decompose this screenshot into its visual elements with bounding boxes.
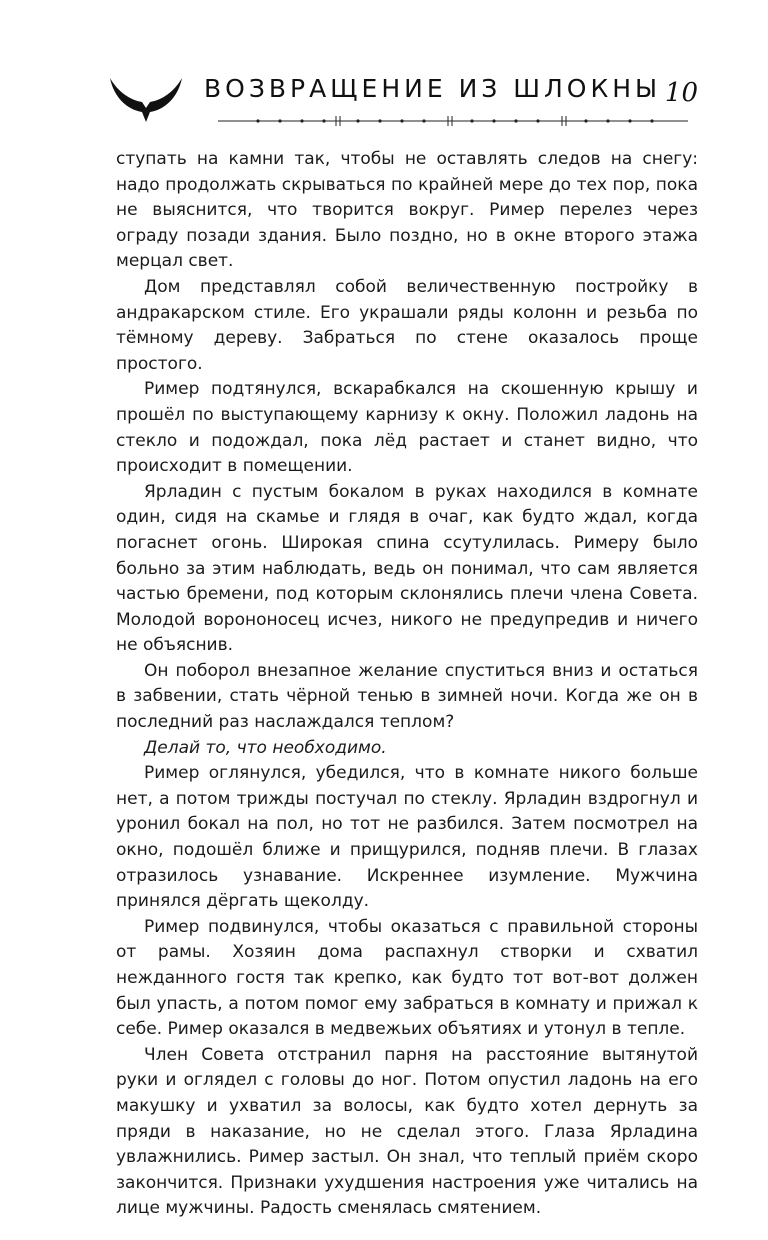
wings-emblem-icon: [108, 76, 184, 124]
paragraph-5: Он поборол внезапное желание спуститься вниз и остаться в забвении, стать чёрной тенью в зимней ночи. Когда же он в последний раз наслаждался теплом?: [116, 660, 698, 733]
paragraph-2: Дом представлял собой величественную постройку в андракарском стиле. Его украшали ряды колонн и резьба по тёмному дереву. Забраться по стене оказалось проще простого.: [116, 276, 698, 374]
running-title: ВОЗВРАЩЕНИЕ ИЗ ШЛОКНЫ: [204, 74, 662, 103]
paragraph-8: Ример подвинулся, чтобы оказаться с правильной стороны от рамы. Хозяин дома распахнул створки и схватил нежданного гостя так крепко, как будто тот вот-вот должен был упасть, а потом помог ему забраться в комнату и прижал к себе. Ример оказался в медвежьих объятиях и утонул в тепле.: [116, 916, 698, 1040]
paragraph-9: Член Совета отстранил парня на расстояние вытянутой руки и оглядел с головы до ног. Потом опустил ладонь на его макушку и ухватил за волосы, как будто хотел дернуть за пряди в наказание, но не сделал этого. Глаза Ярладина увлажнились. Ример застыл. Он знал, что теплый приём скоро закончится. Признаки ухудшения настроения уже читались на лице мужчины. Радость сменялась смятением.: [116, 1044, 698, 1219]
page-number: 10: [664, 78, 698, 108]
paragraph-6-italic: Делай то, что необходимо.: [144, 737, 387, 758]
body-text: [116, 147, 698, 1222]
paragraph-4: Ярладин с пустым бокалом в руках находился в комнате один, сидя на скамье и глядя в очаг, как будто ждал, когда погаснет огонь. Широкая спина ссутулилась. Римеру было больно за этим наблюдать, ведь он понимал, что сам является частью бремени, под которым склонялись плечи члена Совета. Молодой ворононосец исчез, никого не предупредив и ничего не объяснив.: [116, 481, 698, 656]
paragraph-7: Ример оглянулся, убедился, что в комнате никого больше нет, а потом трижды постучал по стеклу. Ярладин вздрогнул и уронил бокал на пол, но тот не разбился. Затем посмотрел на окно, подошёл ближе и прищурился, подняв плечи. В глазах отразилось узнавание. Искреннее изумление. Мужчина принялся дёргать щеколду.: [116, 763, 698, 912]
paragraph-3: Ример подтянулся, вскарабкался на скошенную крышу и прошёл по выступающему карнизу к окну. Положил ладонь на стекло и подождал, пока лёд растает и станет видно, что происходит в помещении.: [116, 379, 698, 477]
page-header: [100, 62, 700, 132]
paragraph-1: ступать на камни так, чтобы не оставлять следов на снегу: надо продолжать скрываться по крайней мере до тех пор, пока не выяснится, что творится вокруг. Ример перелез через ограду позади здания. Было поздно, но в окне второго этажа мерцал свет.: [116, 149, 698, 272]
dotted-rule-ornament-icon: [218, 114, 688, 128]
